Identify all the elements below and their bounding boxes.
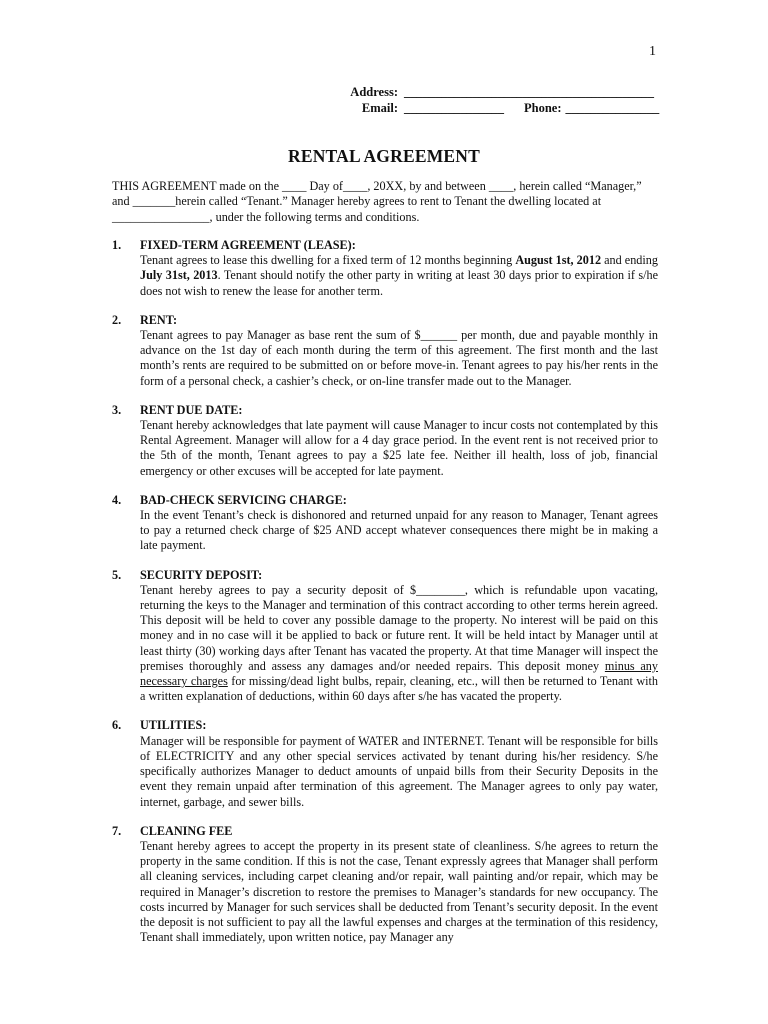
section-heading: UTILITIES:	[140, 718, 207, 733]
section-3	[112, 403, 658, 479]
address-label: Address:	[350, 85, 398, 99]
section-number: 3.	[112, 402, 122, 417]
section-number: 1.	[112, 238, 122, 252]
intro-paragraph: THIS AGREEMENT made on the ____ Day of____, 20XX, by and between ____, herein called “Manager,” and _______herein called “Tenant.” Manager hereby agrees to rent to Tenant the dwelling located at ________________, under the following terms and conditions.	[112, 179, 642, 224]
section-content	[140, 493, 658, 554]
section-heading: FIXED-TERM AGREEMENT (LEASE):	[140, 238, 356, 252]
section-number: 7.	[112, 823, 122, 838]
section-content	[140, 403, 658, 479]
section-body	[140, 508, 658, 554]
section-text-run: Tenant hereby agrees to pay a security deposit of $________, which is refundable upon vacating, returning the keys to the Manager and termination of this contract according to other terms herein agreed. This deposit will be held to cover any possible damage to the property. No interest will be paid on this money and in no case will it be applied to back or future rent. It will be held intact by Manager until at least thirty (30) working days after Tenant has vacated the property. At that time Manager will inspect the premises thoroughly and assess any damages and/or needed repairs. This deposit money	[140, 582, 658, 673]
section-text-run: August 1st, 2012	[515, 253, 602, 268]
section-body	[140, 253, 658, 299]
address-row	[344, 84, 664, 100]
section-heading: RENT DUE DATE:	[140, 402, 243, 417]
section-heading: RENT:	[140, 312, 178, 327]
section-2	[112, 313, 658, 389]
email-blank: ________________	[404, 101, 504, 115]
section-body	[140, 839, 658, 945]
agreement-sections	[112, 238, 658, 959]
contact-header	[344, 84, 664, 116]
section-text-run: and ending	[601, 253, 658, 268]
section-text-run: . Tenant should notify the other party in writing at least 30 days prior to expiration if s/he does not wish to renew the lease for another term.	[140, 268, 658, 298]
section-text-run: Manager will be responsible for payment of WATER and INTERNET. Tenant will be responsible for bills of ELECTRICITY and any other special services activated by tenant during his/her residency. S/he specifically authorizes Manager to deduct amounts of unpaid bills from their Security Deposits in the event they remain unpaid after termination of this agreement. The Manager agrees to only pay water, internet, garbage, and sewer bills.	[140, 733, 658, 809]
document-title: RENTAL AGREEMENT	[287, 146, 480, 166]
section-heading: SECURITY DEPOSIT:	[140, 567, 263, 582]
phone-label: Phone:	[524, 101, 562, 115]
email-label: Email:	[361, 101, 398, 115]
section-content	[140, 313, 658, 389]
section-text-run: Tenant agrees to lease this dwelling for a fixed term of 12 months beginning	[140, 253, 516, 268]
section-text-run: Tenant hereby agrees to accept the property in its present state of cleanliness. S/he agrees to return the property in the same condition. If this is not the case, Tenant expressly agrees that Manager shall perform all cleaning services, including carpet cleaning and/or repair, wall painting and/or repair, which may be required in Manager’s discretion to restore the premises to Manager’s standards for new occupancy. The costs incurred by Manager for such services shall be deducted from Tenant’s security deposit. In the event the deposit is not sufficient to pay all the lawful expenses and charges at the termination of this residency, Tenant shall immediately, upon written notice, pay Manager any	[140, 838, 658, 945]
section-text-run: minus any necessary charges	[140, 658, 658, 689]
section-body	[140, 328, 658, 389]
section-content	[140, 824, 658, 946]
section-text-run: Tenant hereby acknowledges that late payment will cause Manager to incur costs not contemplated by this Rental Agreement. Manager will allow for a 4 day grace period. In the event rent is not received prior to the 5th of the month, Tenant agrees to pay a $25 late fee. Neither ill health, loss of job, financial emergency or other excuses will be accepted for late payment.	[140, 418, 658, 478]
section-text-run: for missing/dead light bulbs, repair, cleaning, etc., will then be returned to Tenant with a written explanation of deductions, within 60 days after s/he has vacated the property.	[140, 674, 658, 704]
section-number: 2.	[112, 312, 122, 327]
section-5	[112, 568, 658, 705]
section-7	[112, 824, 658, 946]
section-content	[140, 238, 658, 299]
address-blank: ________________________________________	[404, 85, 654, 99]
section-body	[140, 583, 658, 705]
section-number: 6.	[112, 718, 122, 733]
page-number: 1	[649, 44, 656, 59]
section-number: 4.	[112, 492, 122, 507]
section-content	[140, 568, 658, 705]
section-body	[140, 418, 658, 479]
email-phone-row	[344, 100, 664, 116]
section-4	[112, 493, 658, 554]
section-heading: BAD-CHECK SERVICING CHARGE:	[140, 492, 347, 507]
section-1	[112, 238, 658, 299]
section-text-run: In the event Tenant’s check is dishonored and returned unpaid for any reason to Manager, Tenant agrees to pay a returned check charge of $25 AND accept whatever consequences there might be in making a late payment.	[140, 508, 658, 553]
section-text-run: Tenant agrees to pay Manager as base rent the sum of $______ per month, due and payable monthly in advance on the 1st day of each month during the term of this agreement. The first month and the last month’s rents are required to be submitted on or before move-in. Tenant agrees to pay his/her rents in the form of a personal check, a cashier’s check, or on-line transfer made out to the Manager.	[140, 328, 658, 388]
section-6	[112, 718, 658, 809]
phone-blank: _______________	[565, 101, 660, 115]
section-body	[140, 734, 658, 810]
section-heading: CLEANING FEE	[140, 823, 233, 838]
section-text-run: July 31st, 2013	[140, 268, 218, 283]
section-number: 5.	[112, 567, 122, 582]
section-content	[140, 718, 658, 809]
